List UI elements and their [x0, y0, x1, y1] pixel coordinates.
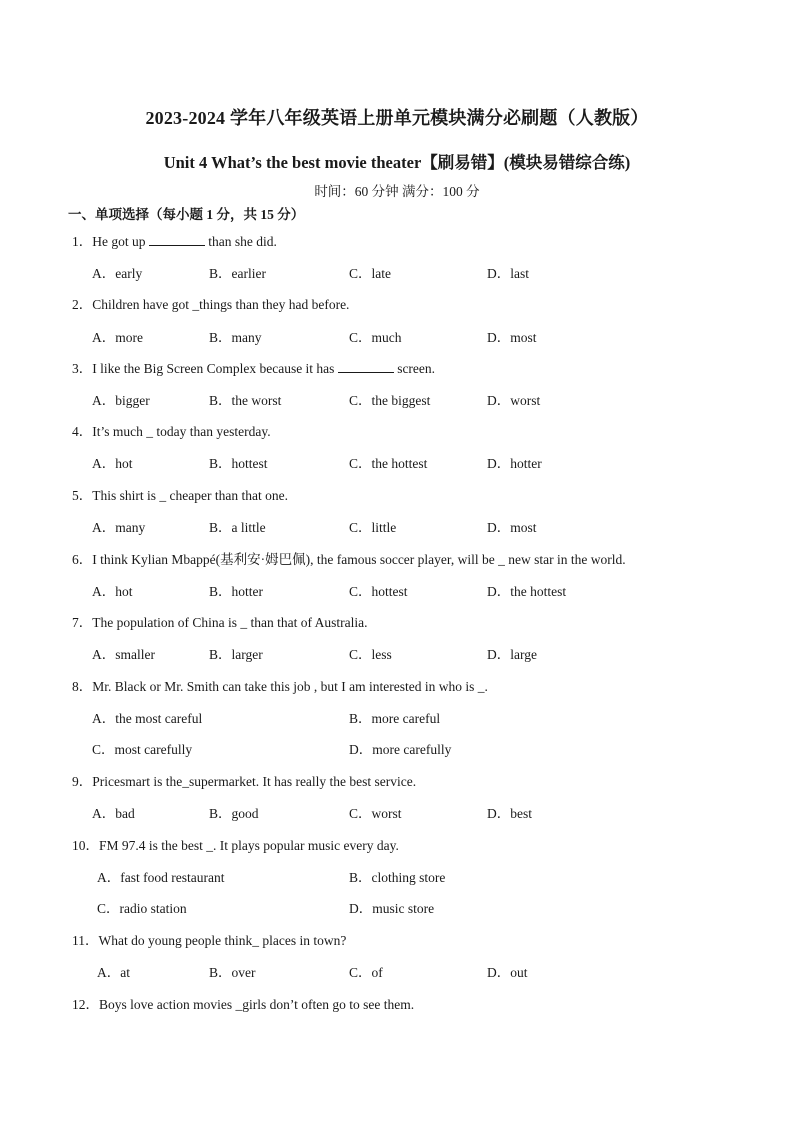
question-9: 9．Pricesmart is the_supermarket. It has really the best service.: [72, 774, 417, 789]
question-7: 7．The population of China is _ than that of Australia.: [72, 615, 368, 630]
question-5: 5．This shirt is _ cheaper than that one.: [72, 488, 288, 503]
question-1: [72, 230, 277, 250]
option-a: A．more: [92, 330, 143, 345]
option-b: B．clothing store: [349, 870, 446, 885]
question-stem-part: 3．I like the Big Screen Complex because it has: [72, 361, 338, 376]
question-12: 12．Boys love action movies _girls don’t often go to see them.: [72, 997, 415, 1012]
question-3: [72, 357, 435, 377]
option-b: B．hotter: [209, 584, 263, 599]
question-11: 11．What do young people think_ places in town?: [72, 933, 347, 948]
option-d: D．more carefully: [349, 742, 452, 757]
option-d: D．worst: [487, 393, 541, 408]
option-c: C．worst: [349, 806, 402, 821]
option-a: A．the most careful: [92, 711, 203, 726]
option-a: A．bad: [92, 806, 135, 821]
option-a: A．fast food restaurant: [97, 870, 225, 885]
exam-meta: 时间：60 分钟 满分：100 分: [314, 184, 480, 199]
option-b: B．more careful: [349, 711, 441, 726]
option-a: A．early: [92, 266, 143, 281]
question-8: 8．Mr. Black or Mr. Smith can take this job , but I am interested in who is _.: [72, 679, 488, 694]
option-d: D．best: [487, 806, 532, 821]
option-b: B．a little: [209, 520, 266, 535]
option-d: D．most: [487, 330, 537, 345]
option-b: B．over: [209, 965, 256, 980]
option-a: A．hot: [92, 456, 133, 471]
option-c: C．much: [349, 330, 402, 345]
option-a: A．hot: [92, 584, 133, 599]
option-b: B．hottest: [209, 456, 268, 471]
option-c: C．the biggest: [349, 393, 431, 408]
option-d: D．large: [487, 647, 537, 662]
option-a: A．bigger: [92, 393, 150, 408]
answer-blank: [149, 233, 205, 246]
option-c: C．of: [349, 965, 383, 980]
question-2: 2．Children have got _things than they had before.: [72, 297, 350, 312]
option-d: D．out: [487, 965, 528, 980]
option-a: A．many: [92, 520, 146, 535]
option-c: C．less: [349, 647, 392, 662]
option-b: B．many: [209, 330, 262, 345]
option-a: A．smaller: [92, 647, 155, 662]
option-c: C．hottest: [349, 584, 408, 599]
option-a: A．at: [97, 965, 130, 980]
option-d: D．hotter: [487, 456, 542, 471]
option-b: B．the worst: [209, 393, 282, 408]
question-4: 4．It’s much _ today than yesterday.: [72, 424, 271, 439]
page-title: 2023-2024 学年八年级英语上册单元模块满分必刷题（人教版）: [145, 108, 649, 128]
option-d: D．last: [487, 266, 529, 281]
option-b: B．larger: [209, 647, 263, 662]
section-heading: 一、单项选择（每小题 1 分，共 15 分）: [68, 207, 305, 222]
option-b: B．earlier: [209, 266, 266, 281]
option-c: C．the hottest: [349, 456, 428, 471]
option-c: C．most carefully: [92, 742, 193, 757]
question-stem-part: than she did.: [204, 234, 277, 249]
question-stem-part: 1．He got up: [72, 234, 149, 249]
question-10: 10．FM 97.4 is the best _. It plays popular music every day.: [72, 838, 399, 853]
question-6: 6．I think Kylian Mbappé(基利安·姆巴佩), the famous soccer player, will be _ new star in the world.: [72, 552, 626, 567]
option-c: C．late: [349, 266, 391, 281]
page-subtitle: Unit 4 What’s the best movie theater【刷易错】(模块易错综合练): [163, 153, 631, 172]
option-b: B．good: [209, 806, 259, 821]
question-stem-part: screen.: [393, 361, 436, 376]
option-c: C．radio station: [97, 901, 187, 916]
option-d: D．the hottest: [487, 584, 567, 599]
option-d: D．music store: [349, 901, 435, 916]
answer-blank: [338, 360, 394, 373]
option-c: C．little: [349, 520, 397, 535]
option-d: D．most: [487, 520, 537, 535]
